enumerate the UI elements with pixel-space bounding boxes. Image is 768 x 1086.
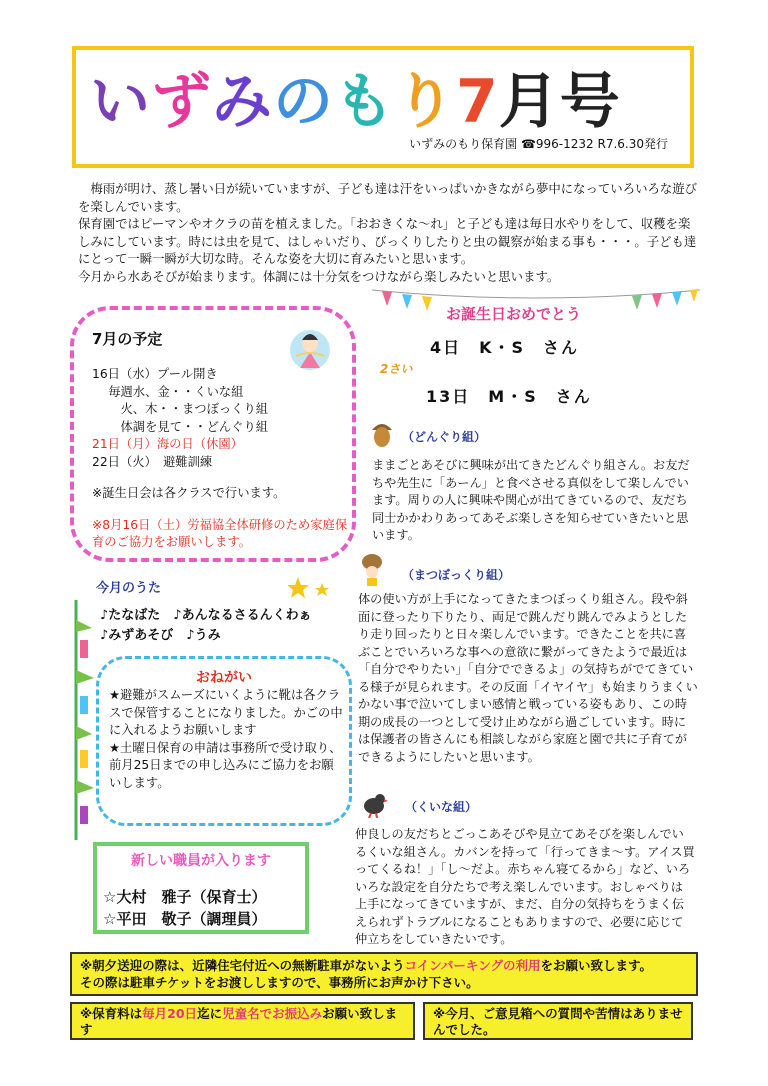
new-staff-title: 新しい職員が入ります	[131, 853, 271, 869]
fee-notice	[70, 1002, 415, 1040]
fee-notice-text: ※保育料は	[80, 1006, 143, 1021]
newsletter-title	[90, 54, 621, 140]
schedule-training-note: ※8月16日（土）労福協全体研修のため家庭保育のご協力をお願いします。	[92, 517, 348, 549]
schedule-holiday: 21日（月）海の日（休園）	[92, 437, 243, 451]
title-char: 月	[498, 67, 560, 137]
title-char: 号	[559, 67, 621, 137]
age-label: 2さい	[380, 362, 413, 376]
donguri-class-title: （どんぐり組）	[402, 430, 487, 444]
parking-highlight: コインパーキングの利用	[404, 958, 541, 973]
song-list	[100, 606, 311, 646]
fee-deadline: 毎月20日	[142, 1006, 198, 1021]
title-char: み	[212, 67, 273, 137]
parking-notice-text: をお願い致します。	[540, 958, 653, 973]
donguri-class-text: ままごとあそびに興味が出てきたどんぐり組さん。お友だちや先生に「あーん」と食べさせる真似をして楽しんでいます。周りの人に興味や関心が出てきているので、友だち同士かかわりあってあそぶ楽しさを知らせていきたいと思います。	[372, 458, 690, 542]
intro-paragraph: 梅雨が明け、蒸し暑い日が続いていますが、子ども達は汗をいっぱいかきながら夢中になっていろいろな遊びを楽しんでいます。	[78, 181, 698, 214]
schedule-title: 7月の予定	[92, 330, 163, 348]
matsubokkuri-class-text: 体の使い方が上手になってきたまつぼっくり組さん。段や斜面に登ったり下りたり、両足で跳んだり跳んでみようとしたり走り回ったりと日々楽しんでいます。できたことを共に喜ぶことでいろいろな事への意欲に繋がってきたようで最近は「自分でやりたい」「自分でできるよ」の気持ちがでてきている様子が見られます。その反面「イヤイヤ」も始まりうまくいかない事で泣いてしまい感情と戦っている姿もあり、この時期の成長の一つとして受け止めながら過ごしています。時には保護者の皆さんにも相談しながら家庭と園で共に子育てができるようにしたいと思います。	[358, 592, 698, 764]
new-staff-box	[93, 842, 309, 934]
request-item: ★避難がスムーズにいくように靴は各クラスで保管することになりました。かごの中に入れるようお願いします	[109, 688, 343, 737]
schedule-item: 火、木・・まつぼっくり組	[92, 402, 269, 416]
birthday-entry: 13日 M・S さん	[426, 387, 592, 406]
intro-paragraph: 保育園ではピーマンやオクラの苗を植えました。「おおきくな～れ」と子ども達は毎日水やりをして、収穫を楽しみにしています。時には虫を見て、はしゃいだり、びっくりしたりと虫の観察が始まる事も・・・。子ども達にとって一瞬一瞬が大切な時。そんな姿を大切に育みたいと思います。	[78, 216, 697, 266]
birthday-title: お誕生日おめでとう	[446, 305, 582, 323]
opinion-box-notice: ※今月、ご意見箱への質問や苦情はありませんでした。	[423, 1002, 693, 1040]
birthday-entry: 4日 K・S さん	[430, 338, 580, 357]
song-title: 今月のうた	[96, 581, 162, 596]
pinecone-icon	[358, 552, 386, 586]
fee-notice-text: 迄に	[197, 1006, 223, 1021]
matsubokkuri-class-title: （まつぼっくり組）	[402, 568, 511, 582]
new-staff-list	[103, 886, 266, 930]
schedule-box	[70, 306, 356, 562]
schedule-item: 毎週水、金・・くいな組	[92, 384, 244, 399]
fee-notice-text: お願い致します	[80, 1006, 398, 1037]
intro-text	[78, 180, 698, 285]
staff-member: ☆平田 敬子（調理員）	[103, 910, 267, 928]
request-box	[96, 656, 352, 826]
tanabata-bamboo-icon	[70, 600, 96, 840]
song-line: ♪みずあそび ♪うみ	[100, 628, 221, 643]
parking-notice	[70, 952, 698, 996]
schedule-list	[92, 366, 354, 552]
acorn-icon	[370, 418, 394, 448]
parking-notice-text: その際は駐車チケットをお渡ししますので、事務所にお声かけ下さい。	[80, 975, 479, 990]
request-text	[109, 687, 345, 792]
schedule-item: 体調を見て・・どんぐり組	[92, 419, 269, 434]
kuina-class-text: 仲良しの友だちとごっこあそびや見立てあそびを楽しんでいるくいな組さん。カバンを持って「行ってきま～す。アイス買ってくるね！」「し～だよ。赤ちゃん寝てるから」など、いろいろな設定を自分たちで考え楽しんでいます。おしゃべりは上手になってきていますが、まだ、自分の気持ちをうまく伝えられずトラブルになることもありますので、必要に応じて仲立ちをしていきたいです。	[355, 827, 695, 946]
schedule-item: 22日（火） 避難訓練	[92, 454, 213, 469]
stars-icon	[288, 575, 338, 605]
title-char: ず	[151, 67, 212, 137]
staff-member: ☆大村 雅子（保育士）	[103, 888, 267, 906]
kuina-class-title: （くいな組）	[405, 800, 478, 814]
request-title: おねがい	[196, 670, 252, 686]
title-char: も	[334, 67, 395, 137]
issuer-info: いずみのもり保育園 ☎996‐1232 R7.6.30発行	[409, 137, 668, 151]
title-char: 7	[456, 67, 499, 137]
title-char: り	[395, 67, 456, 137]
schedule-birthday-note: ※誕生日会は各クラスで行います。	[92, 486, 286, 500]
song-line: ♪たなばた ♪あんなるさるんくわぁ	[100, 608, 312, 623]
intro-paragraph: 今月から水あそびが始まります。体調には十分気をつけながら楽しみたいと思います。	[78, 268, 560, 284]
title-char: い	[90, 67, 151, 137]
request-item: ★土曜日保育の申請は事務所で受け取り、前月25日までの申し込みにご協力をお願いします。	[109, 740, 342, 790]
fee-method: 児童名でお振込み	[222, 1006, 323, 1021]
parking-notice-text: ※朝夕送迎の際は、近隣住宅付近への無断駐車がないよう	[80, 958, 405, 973]
kuina-bird-icon	[360, 790, 388, 818]
schedule-item: 16日（水）プール開き	[92, 367, 218, 381]
newsletter-header	[72, 46, 694, 168]
title-char: の	[273, 67, 334, 137]
